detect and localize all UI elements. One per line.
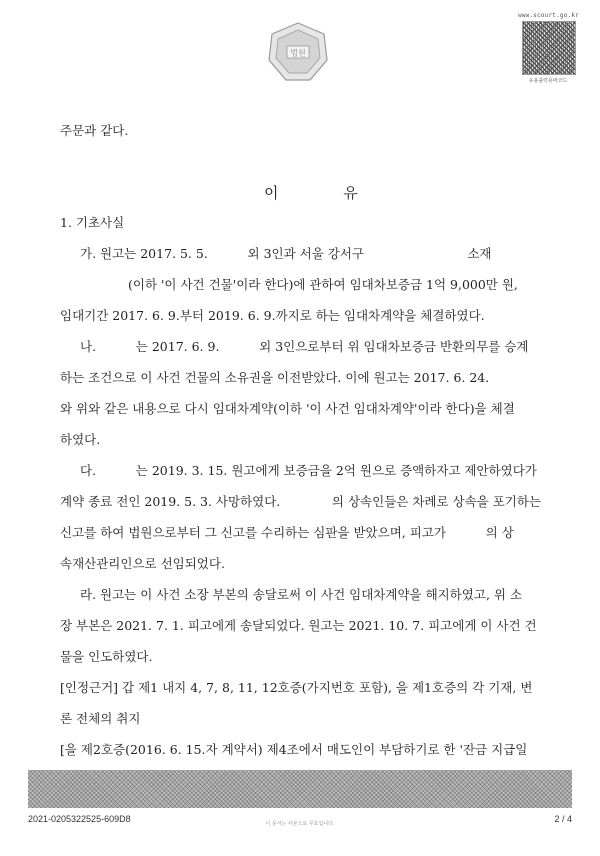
text-line: 하는 조건으로 이 사건 건물의 소유권을 이전받았다. 이에 원고는 2017. 6. 24. bbox=[60, 370, 490, 385]
security-pattern-band bbox=[28, 770, 572, 808]
text-line: [을 제2호증(2016. 6. 15.자 계약서) 제4조에서 매도인이 부담하기로 한 '잔금 지급일 bbox=[60, 742, 528, 757]
document-code: 2021-0205322525-609D8 bbox=[28, 814, 131, 824]
qr-code-icon bbox=[522, 21, 576, 75]
text-line: 계약 종료 전인 2019. 5. 3. 사망하였다. 의 상속인들은 차례로 상속을 포기하는 bbox=[60, 494, 542, 509]
text-line: (이하 '이 사건 건물'이라 한다)에 관하여 임대차보증금 1억 9,000만 원, bbox=[128, 277, 518, 292]
text-line: 물을 인도하였다. bbox=[60, 649, 153, 664]
text-line: 나. 는 2017. 6. 9. 외 3인으로부터 위 임대차보증금 반환의무를 승계 bbox=[80, 339, 529, 354]
text-line: 론 전체의 취지 bbox=[60, 711, 141, 726]
court-seal-icon bbox=[266, 20, 330, 84]
text-line: 하였다. bbox=[60, 432, 101, 447]
text-line: 1. 기초사실 bbox=[60, 215, 125, 230]
footer-note: 이 문서는 사본으로 무효입니다. bbox=[265, 821, 335, 827]
verification-block bbox=[518, 12, 578, 84]
site-url: www.scourt.go.kr bbox=[518, 12, 579, 19]
text-line: [인정근거] 갑 제1 내지 4, 7, 8, 11, 12호증(가지번호 포함), 을 제1호증의 각 기재, 변 bbox=[60, 680, 533, 695]
section-title: 이 유 bbox=[264, 184, 388, 202]
text-line: 다. 는 2019. 3. 15. 원고에게 보증금을 2억 원으로 증액하자고 제안하였다가 bbox=[80, 463, 537, 478]
page-number: 2 / 4 bbox=[554, 814, 572, 824]
text-line: 라. 원고는 이 사건 소장 부본의 송달로써 이 사건 임대차계약을 해지하였고, 위 소 bbox=[80, 587, 523, 602]
text-line: 와 위와 같은 내용으로 다시 임대차계약(이하 '이 사건 임대차계약'이라 한다)을 체결 bbox=[60, 401, 515, 416]
text-line: 신고를 하여 법원으로부터 그 신고를 수리하는 심판을 받았으며, 피고가 의 상 bbox=[60, 525, 514, 540]
text-line: 임대기간 2017. 6. 9.부터 2019. 6. 9.까지로 하는 임대차계약을 체결하였다. bbox=[60, 308, 485, 323]
qr-caption: 유용출력용바코드 bbox=[528, 78, 568, 84]
text-line: 장 부본은 2021. 7. 1. 피고에게 송달되었다. 원고는 2021. 10. 7. 피고에게 이 사건 건 bbox=[60, 618, 537, 633]
seal-text: 법원 bbox=[290, 48, 306, 58]
text-line: 가. 원고는 2017. 5. 5. 외 3인과 서울 강서구 소재 bbox=[80, 246, 492, 261]
text-line: 속재산관리인으로 선임되었다. bbox=[60, 556, 225, 571]
text-line: 주문과 같다. bbox=[60, 123, 129, 138]
